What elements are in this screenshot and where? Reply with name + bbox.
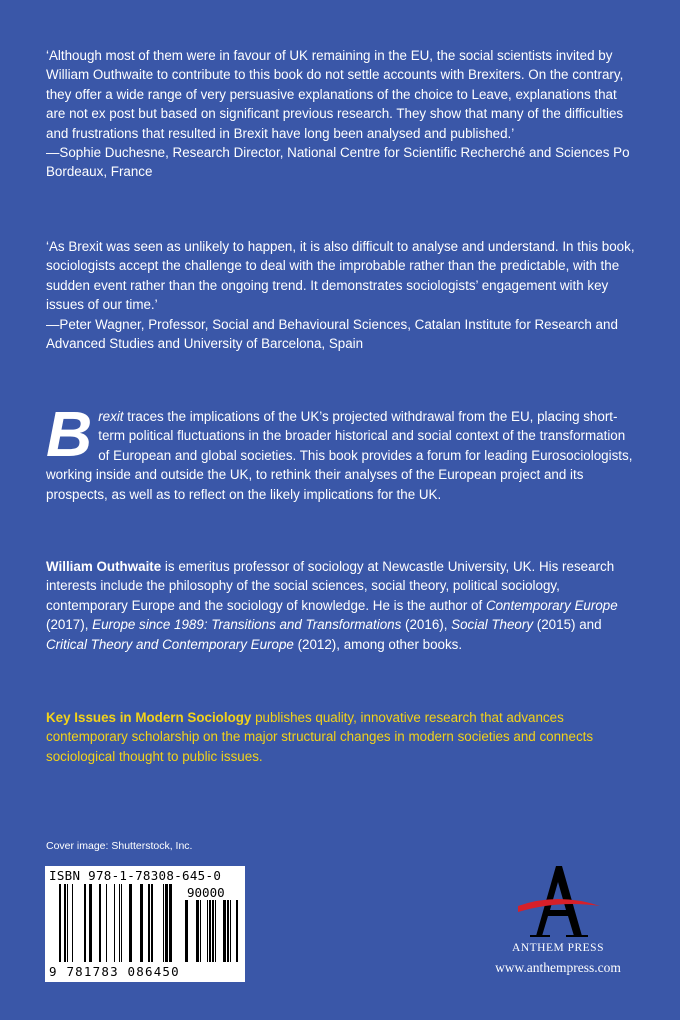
quote-attribution: —Peter Wagner, Professor, Social and Behavioural Sciences, Catalan Institute for Research and Advanced Studies and University of Barcelona, Spain (46, 316, 618, 352)
quote-attribution: —Sophie Duchesne, Research Director, National Centre for Scientific Recherché and Sciences Po Bordeaux, France (46, 145, 630, 180)
publisher-name: ANTHEM PRESS (512, 942, 604, 954)
publisher-logo (478, 862, 638, 982)
isbn-label: ISBN 978-1-78308-645-0 (49, 868, 222, 883)
price-code: 90000 (187, 885, 225, 900)
publisher-url[interactable]: www.anthempress.com (495, 960, 621, 975)
anthem-a-icon (478, 862, 638, 942)
bio-book-title: Contemporary Europe (485, 597, 618, 613)
quote-text: ‘As Brexit was seen as unlikely to happen, it is also difficult to analyse and understand. In this book, sociologists accept the challenge to deal with the improbable rather than the predictable, with the sudden event rather than the ongoing trend. It demonstrates sociologists’ engagement with key issues of our time.’ (46, 239, 635, 313)
bio-text: (2017), (46, 617, 93, 633)
series-blurb (46, 708, 636, 766)
cover-image-credit: Cover image: Shutterstock, Inc. (46, 840, 193, 852)
endorsement-quote-1 (46, 46, 636, 182)
bio-book-title: Europe since 1989: Transitions and Transformations (92, 617, 402, 633)
quote-text: ‘Although most of them were in favour of UK remaining in the EU, the social scientists invited by William Outhwaite to contribute to this book do not settle accounts with Brexiters. On the contrary, they offer a wide range of very persuasive explanations of the choice to Leave, explanations that are not ex post but based on significant previous research. They show that many of the difficulties and frustrations that resulted in Brexit have long been analysed and published.’ (46, 48, 624, 141)
series-name: Key Issues in Modern Sociology (46, 710, 252, 725)
isbn-barcode (45, 866, 245, 982)
drop-cap: B (46, 398, 93, 470)
bio-book-title: Social Theory (451, 617, 534, 633)
bio-text: (2015) and (533, 617, 602, 633)
bio-book-title: Critical Theory and Contemporary Europe (46, 636, 294, 652)
endorsement-quote-2 (46, 237, 636, 353)
author-name: William Outhwaite (46, 559, 162, 574)
series-text: publishes quality, innovative research that advances contemporary scholarship on the major structural changes in modern societies and connects sociological thought to public issues. (46, 710, 594, 764)
author-bio (46, 557, 636, 654)
book-title-rest: rexit (98, 409, 124, 424)
book-description (46, 398, 636, 504)
barcode-number: 9 781783 086450 (49, 964, 180, 979)
description-text: traces the implications of the UK’s projected withdrawal from the EU, placing short-term political fluctuations in the broader historical and social context of the transformation of European and global societies. This book provides a forum for leading Eurosociologists, working inside and outside the UK, to rethink their analyses of the European project and its prospects, as well as to reflect on the likely implications for the UK. (46, 409, 633, 502)
bio-text: is emeritus professor of sociology at Newcastle University, UK. His research interests include the philosophy of the social sciences, social theory, political sociology, contemporary Europe and the sociology of knowledge. He is the author of (46, 559, 615, 613)
bio-text: (2016), (401, 617, 452, 633)
bio-text: (2012), among other books. (293, 636, 463, 652)
